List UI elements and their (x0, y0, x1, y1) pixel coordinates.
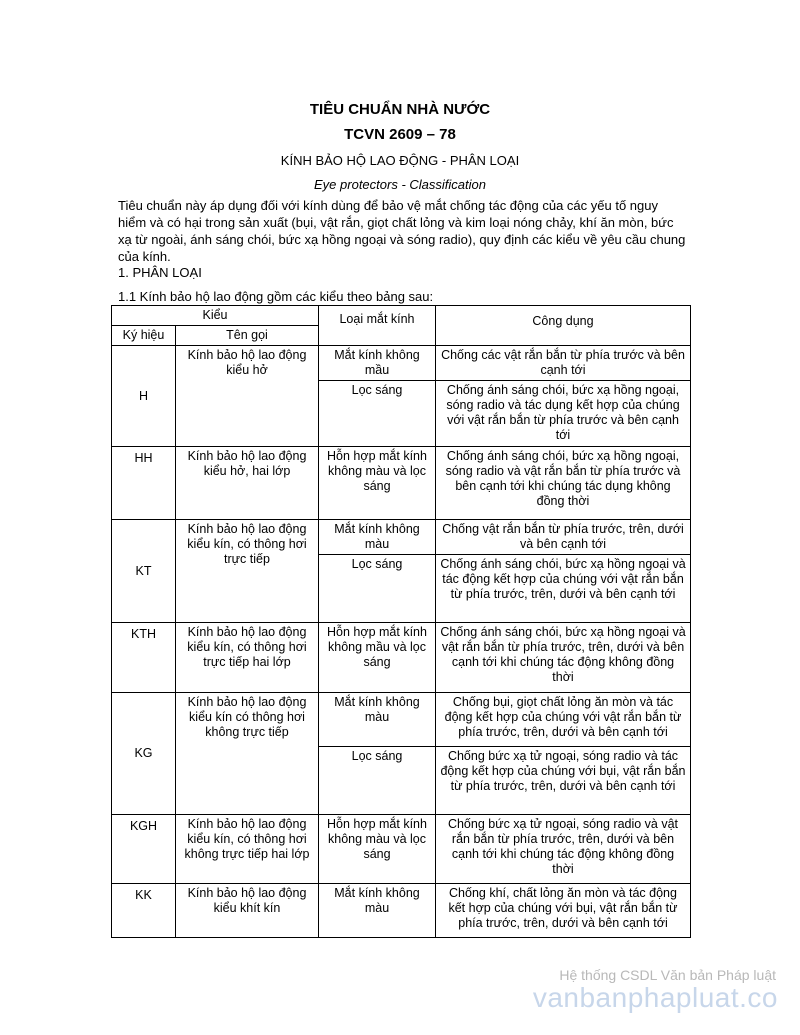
table-row (112, 447, 691, 520)
cell-ten-goi: Kính bảo hộ lao động kiểu kín, có thông hơi trực tiếp hai lớp (176, 623, 319, 693)
document-title: TIÊU CHUẨN NHÀ NƯỚC (309, 101, 491, 118)
cell-loai-mat-kinh: Mắt kính không mầu (319, 346, 436, 381)
cell-ky-hieu: H (112, 346, 176, 447)
cell-loai-mat-kinh: Lọc sáng (319, 381, 436, 447)
cell-cong-dung: Chống ánh sáng chói, bức xạ hồng ngoại và vật rắn bắn từ phía trước, trên, dưới và bên cạnh tới khi chúng tác động không đồng thời (436, 623, 691, 693)
cell-ky-hieu: KG (112, 693, 176, 815)
cell-ten-goi: Kính bảo hộ lao động kiểu kín có thông hơi không trực tiếp (176, 693, 319, 815)
cell-cong-dung: Chống vật rắn bắn từ phía trước, trên, dưới và bên cạnh tới (436, 520, 691, 555)
cell-cong-dung: Chống khí, chất lỏng ăn mòn và tác động kết hợp của chúng với bụi, vật rắn bắn từ phía trước, trên, dưới và bên cạnh tới (436, 884, 691, 938)
watermark-site: vanbanphapluat.co (532, 982, 778, 1013)
cell-cong-dung: Chống bức xạ tử ngoại, sóng radio và vật rắn bắn từ phía trước, trên, dưới và bên cạnh tới khi chúng tác động không đồng thời (436, 815, 691, 884)
header-loai-mat-kinh: Loại mắt kính (319, 306, 436, 346)
cell-ky-hieu: HH (112, 447, 176, 520)
cell-loai-mat-kinh: Mắt kính không màu (319, 693, 436, 747)
document-subtitle-english: Eye protectors - Classification (314, 177, 486, 192)
cell-cong-dung: Chống ánh sáng chói, bức xạ hồng ngoại, sóng radio và tác dụng kết hợp của chúng với vật rắn bắn từ phía trước và bên cạnh tới (436, 381, 691, 447)
cell-ky-hieu: KK (112, 884, 176, 938)
watermark-caption: Hệ thống CSDL Văn bản Pháp luật (559, 967, 776, 983)
header-cong-dung: Công dụng (436, 306, 691, 346)
cell-ky-hieu: KGH (112, 815, 176, 884)
header-ky-hieu: Ký hiệu (112, 326, 176, 346)
cell-loai-mat-kinh: Hỗn hợp mắt kính không mầu và lọc sáng (319, 623, 436, 693)
cell-cong-dung: Chống ánh sáng chói, bức xạ hồng ngoại, sóng radio và vật rắn bắn từ phía trước và bên cạnh tới khi chúng tác dụng không đồng thời (436, 447, 691, 520)
section-heading: 1. PHÂN LOẠI (118, 265, 202, 280)
standard-code: TCVN 2609 – 78 (344, 126, 456, 143)
table-row (112, 520, 691, 555)
cell-cong-dung: Chống bụi, giọt chất lỏng ăn mòn và tác động kết hợp của chúng với vật rắn bắn từ phía trước, trên, dưới và bên cạnh tới (436, 693, 691, 747)
header-ten-goi: Tên gọi (176, 326, 319, 346)
cell-cong-dung: Chống bức xạ tử ngoại, sóng radio và tác động kết hợp của chúng với bụi, vật rắn bắn từ phía trước, trên, dưới và bên cạnh tới (436, 747, 691, 815)
table-row (112, 346, 691, 381)
table-row (112, 815, 691, 884)
document-subtitle: KÍNH BẢO HỘ LAO ĐỘNG - PHÂN LOẠI (280, 153, 520, 168)
table-row (112, 884, 691, 938)
cell-loai-mat-kinh: Hỗn hợp mắt kính không màu và lọc sáng (319, 447, 436, 520)
cell-loai-mat-kinh: Mắt kính không màu (319, 884, 436, 938)
cell-ten-goi: Kính bảo hộ lao động kiểu hở (176, 346, 319, 447)
cell-ky-hieu: KTH (112, 623, 176, 693)
table-body (112, 346, 691, 938)
table-row (112, 693, 691, 747)
cell-cong-dung: Chống các vật rắn bắn từ phía trước và bên cạnh tới (436, 346, 691, 381)
cell-ten-goi: Kính bảo hộ lao động kiểu hở, hai lớp (176, 447, 319, 520)
header-kieu: Kiểu (112, 306, 319, 326)
cell-ten-goi: Kính bảo hộ lao động kiểu kín, có thông hơi không trực tiếp hai lớp (176, 815, 319, 884)
cell-ky-hieu: KT (112, 520, 176, 623)
cell-ten-goi: Kính bảo hộ lao động kiểu khít kín (176, 884, 319, 938)
cell-ten-goi: Kính bảo hộ lao động kiểu kín, có thông hơi trực tiếp (176, 520, 319, 623)
cell-loai-mat-kinh: Lọc sáng (319, 555, 436, 623)
subsection-text: 1.1 Kính bảo hộ lao động gồm các kiểu theo bảng sau: (118, 289, 434, 304)
cell-loai-mat-kinh: Hỗn hợp mắt kính không màu và lọc sáng (319, 815, 436, 884)
cell-cong-dung: Chống ánh sáng chói, bức xạ hồng ngoại và tác động kết hợp của chúng với vật rắn bắn từ phía trước, trên, dưới và bên cạnh tới (436, 555, 691, 623)
intro-paragraph: Tiêu chuẩn này áp dụng đối với kính dùng để bảo vệ mắt chống tác động của các yếu tố nguy hiểm và có hại trong sản xuất (bụi, vật rắn, giọt chất lỏng và kim loại nóng chảy, khí ăn mòn, bức xạ từ ngoài, ánh sáng chói, bức xạ hồng ngoại và sóng radio), quy định các kiểu về yêu cầu chung của kính. (118, 198, 686, 264)
classification-table (111, 305, 691, 938)
table-row (112, 623, 691, 693)
cell-loai-mat-kinh: Mắt kính không màu (319, 520, 436, 555)
cell-loai-mat-kinh: Lọc sáng (319, 747, 436, 815)
